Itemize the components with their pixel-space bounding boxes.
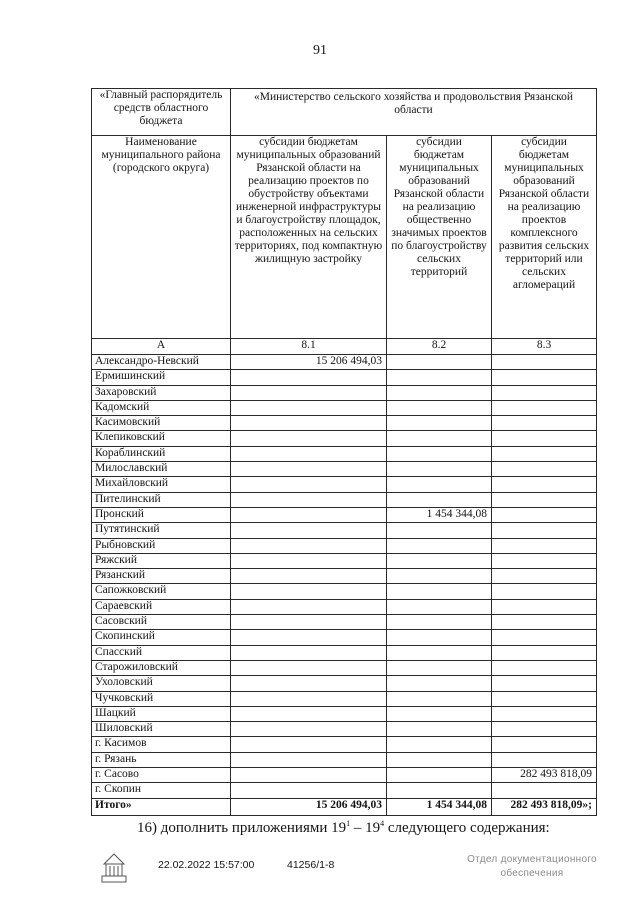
- value-8-1: [231, 599, 387, 614]
- col3-header: субсидии бюджетам муниципальных образований Рязанской области на реализацию проектов комплексного развития сельских территорий или сельских агломераций: [492, 136, 597, 339]
- district-name: Милославский: [92, 462, 231, 477]
- value-8-3: [492, 569, 597, 584]
- value-8-1: [231, 691, 387, 706]
- value-8-3: [492, 446, 597, 461]
- value-8-2: [387, 676, 492, 691]
- value-8-1: [231, 507, 387, 522]
- district-name: г. Касимов: [92, 737, 231, 752]
- value-8-1: [231, 492, 387, 507]
- budget-table: [91, 88, 597, 816]
- value-8-3: [492, 737, 597, 752]
- department-stamp-line2: обеспечения: [500, 868, 564, 879]
- total-8-1: 15 206 494,03: [231, 798, 387, 815]
- district-name: Кораблинский: [92, 446, 231, 461]
- value-8-3: [492, 584, 597, 599]
- column-header-row: [92, 136, 597, 339]
- district-name: Пронский: [92, 507, 231, 522]
- value-8-2: [387, 615, 492, 630]
- table-row: [92, 507, 597, 522]
- value-8-3: [492, 523, 597, 538]
- value-8-1: [231, 400, 387, 415]
- table-row: [92, 645, 597, 660]
- value-8-3: [492, 630, 597, 645]
- table-row: [92, 768, 597, 783]
- value-8-2: [387, 553, 492, 568]
- value-8-3: [492, 676, 597, 691]
- table-row: [92, 584, 597, 599]
- value-8-3: [492, 370, 597, 385]
- distributor-label: «Главный распорядитель средств областного бюджета: [92, 89, 231, 136]
- value-8-2: [387, 630, 492, 645]
- value-8-3: [492, 752, 597, 767]
- value-8-2: [387, 538, 492, 553]
- value-8-1: [231, 462, 387, 477]
- value-8-1: [231, 553, 387, 568]
- value-8-1: [231, 538, 387, 553]
- table-row: [92, 477, 597, 492]
- district-name: Сараевский: [92, 599, 231, 614]
- note-pre: 16) дополнить приложениями 19: [137, 820, 347, 836]
- total-row: [92, 798, 597, 815]
- table-row: [92, 737, 597, 752]
- department-stamp-line1: Отдел документационного: [467, 854, 597, 865]
- value-8-3: [492, 706, 597, 721]
- district-name: Скопинский: [92, 630, 231, 645]
- value-8-3: 282 493 818,09: [492, 768, 597, 783]
- value-8-2: [387, 400, 492, 415]
- note-mid: – 19: [350, 820, 381, 836]
- value-8-1: [231, 783, 387, 798]
- value-8-3: [492, 538, 597, 553]
- district-name: Спасский: [92, 645, 231, 660]
- district-name: Старожиловский: [92, 660, 231, 675]
- value-8-1: [231, 370, 387, 385]
- total-label: Итого»: [92, 798, 231, 815]
- index-a: А: [92, 339, 231, 355]
- value-8-2: [387, 569, 492, 584]
- value-8-2: [387, 385, 492, 400]
- value-8-1: [231, 477, 387, 492]
- table-row: [92, 370, 597, 385]
- value-8-1: [231, 722, 387, 737]
- table-row: [92, 660, 597, 675]
- emblem-icon: [100, 850, 128, 884]
- value-8-3: [492, 507, 597, 522]
- value-8-2: [387, 446, 492, 461]
- value-8-3: [492, 783, 597, 798]
- table-row: [92, 569, 597, 584]
- table-row: [92, 431, 597, 446]
- value-8-1: [231, 584, 387, 599]
- district-name: г. Сасово: [92, 768, 231, 783]
- value-8-1: [231, 752, 387, 767]
- district-name: Чучковский: [92, 691, 231, 706]
- value-8-2: [387, 752, 492, 767]
- value-8-1: [231, 385, 387, 400]
- value-8-2: [387, 462, 492, 477]
- value-8-2: [387, 355, 492, 370]
- index-8-2: 8.2: [387, 339, 492, 355]
- district-name: Клепиковский: [92, 431, 231, 446]
- table-row: [92, 446, 597, 461]
- header-org-row: [92, 89, 597, 136]
- district-name: Касимовский: [92, 416, 231, 431]
- value-8-1: [231, 431, 387, 446]
- table-row: [92, 416, 597, 431]
- district-name: Кадомский: [92, 400, 231, 415]
- value-8-3: [492, 477, 597, 492]
- district-name: Сасовский: [92, 615, 231, 630]
- table-row: [92, 722, 597, 737]
- table-row: [92, 599, 597, 614]
- department-stamp: [452, 853, 612, 881]
- value-8-3: [492, 355, 597, 370]
- value-8-1: [231, 523, 387, 538]
- column-index-row: [92, 339, 597, 355]
- value-8-3: [492, 400, 597, 415]
- table-row: [92, 553, 597, 568]
- note-sup2: 4: [380, 819, 385, 828]
- value-8-2: [387, 691, 492, 706]
- table-row: [92, 538, 597, 553]
- value-8-1: [231, 569, 387, 584]
- district-name: Сапожковский: [92, 584, 231, 599]
- district-name: Шиловский: [92, 722, 231, 737]
- value-8-3: [492, 416, 597, 431]
- value-8-3: [492, 722, 597, 737]
- footer-document-id: 41256/1-8: [287, 859, 335, 871]
- value-8-2: [387, 599, 492, 614]
- value-8-1: [231, 615, 387, 630]
- value-8-1: [231, 645, 387, 660]
- table-row: [92, 523, 597, 538]
- value-8-1: 15 206 494,03: [231, 355, 387, 370]
- value-8-2: 1 454 344,08: [387, 507, 492, 522]
- name-column-header: Наименование муниципального района (городского округа): [92, 136, 231, 339]
- value-8-3: [492, 553, 597, 568]
- value-8-2: [387, 645, 492, 660]
- value-8-2: [387, 492, 492, 507]
- footer-date: 22.02.2022 15:57:00: [158, 859, 255, 871]
- amendment-note: [137, 819, 550, 837]
- table-row: [92, 752, 597, 767]
- district-name: Михайловский: [92, 477, 231, 492]
- organization-name: «Министерство сельского хозяйства и продовольствия Рязанской области: [231, 89, 597, 136]
- value-8-1: [231, 630, 387, 645]
- note-post: следующего содержания:: [384, 820, 550, 836]
- value-8-2: [387, 722, 492, 737]
- col2-header: субсидии бюджетам муниципальных образований Рязанской области на реализацию общественно значимых проектов по благоустройству сельских территорий: [387, 136, 492, 339]
- district-name: Рыбновский: [92, 538, 231, 553]
- note-sup1: 1: [346, 819, 351, 828]
- district-name: Пителинский: [92, 492, 231, 507]
- table-row: [92, 783, 597, 798]
- district-name: Ряжский: [92, 553, 231, 568]
- value-8-2: [387, 768, 492, 783]
- table-row: [92, 630, 597, 645]
- page-number: 91: [313, 43, 327, 58]
- value-8-3: [492, 462, 597, 477]
- table-row: [92, 462, 597, 477]
- value-8-2: [387, 783, 492, 798]
- district-name: Путятинский: [92, 523, 231, 538]
- total-8-3: 282 493 818,09»;: [492, 798, 597, 815]
- district-name: Ермишинский: [92, 370, 231, 385]
- value-8-3: [492, 385, 597, 400]
- index-8-3: 8.3: [492, 339, 597, 355]
- value-8-3: [492, 492, 597, 507]
- value-8-3: [492, 691, 597, 706]
- value-8-2: [387, 706, 492, 721]
- district-name: Шацкий: [92, 706, 231, 721]
- value-8-2: [387, 660, 492, 675]
- table-row: [92, 615, 597, 630]
- value-8-1: [231, 737, 387, 752]
- district-name: г. Рязань: [92, 752, 231, 767]
- value-8-2: [387, 416, 492, 431]
- table-row: [92, 492, 597, 507]
- value-8-3: [492, 660, 597, 675]
- district-name: Рязанский: [92, 569, 231, 584]
- total-8-2: 1 454 344,08: [387, 798, 492, 815]
- value-8-1: [231, 446, 387, 461]
- value-8-3: [492, 645, 597, 660]
- table-row: [92, 676, 597, 691]
- value-8-2: [387, 737, 492, 752]
- value-8-1: [231, 416, 387, 431]
- table-row: [92, 400, 597, 415]
- district-name: Ухоловский: [92, 676, 231, 691]
- value-8-1: [231, 768, 387, 783]
- value-8-2: [387, 370, 492, 385]
- value-8-2: [387, 477, 492, 492]
- district-name: Александро-Невский: [92, 355, 231, 370]
- value-8-3: [492, 615, 597, 630]
- col1-header: субсидии бюджетам муниципальных образований Рязанской области на реализацию проектов по обустройству объектами инженерной инфраструктуры и благоустройству площадок, расположенных на сельских территориях, под компактную жилищную застройку: [231, 136, 387, 339]
- table-row: [92, 691, 597, 706]
- value-8-2: [387, 523, 492, 538]
- value-8-1: [231, 706, 387, 721]
- value-8-3: [492, 431, 597, 446]
- value-8-1: [231, 660, 387, 675]
- value-8-2: [387, 431, 492, 446]
- value-8-1: [231, 676, 387, 691]
- table-row: [92, 385, 597, 400]
- table-row: [92, 355, 597, 370]
- index-8-1: 8.1: [231, 339, 387, 355]
- value-8-2: [387, 584, 492, 599]
- district-name: Захаровский: [92, 385, 231, 400]
- district-name: г. Скопин: [92, 783, 231, 798]
- value-8-3: [492, 599, 597, 614]
- table-row: [92, 706, 597, 721]
